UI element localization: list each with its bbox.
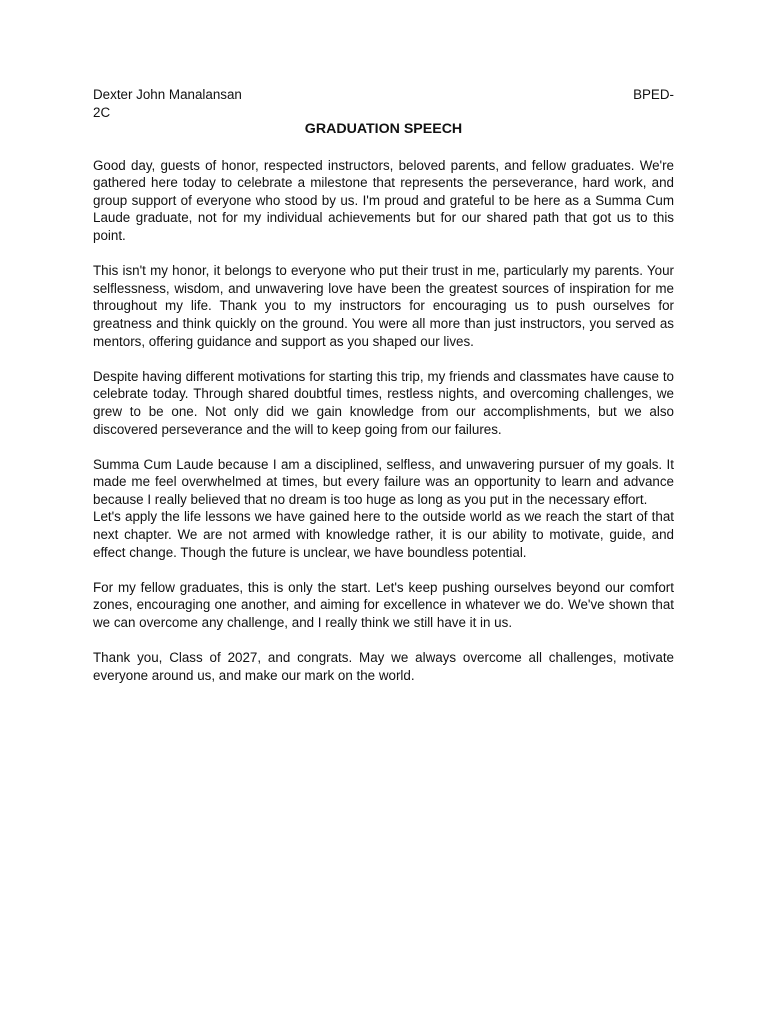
document-body: [93, 86, 674, 702]
document-header: [93, 86, 674, 120]
speech-paragraph-6: For my fellow graduates, this is only the start. Let's keep pushing ourselves beyond our comfort zones, encouraging one another, and aiming for excellence in whatever we do. We've shown that we can overcome any challenge, and I really think we still have it in us.: [93, 579, 674, 631]
speech-paragraph-2: This isn't my honor, it belongs to everyone who put their trust in me, particularly my parents. Your selflessness, wisdom, and unwavering love have been the greatest sources of inspiration for me throughout my life. Thank you to my instructors for encouraging us to push ourselves for greatness and think quickly on the ground. You were all more than just instructors, you served as mentors, offering guidance and support as you shaped our lives.: [93, 263, 674, 349]
speech-paragraph-5: Let's apply the life lessons we have gained here to the outside world as we reach the start of that next chapter. We are not armed with knowledge rather, it is our ability to motivate, guide, and effect change. Though the future is unclear, we have boundless potential.: [93, 509, 674, 560]
document-title: GRADUATION SPEECH: [304, 120, 463, 137]
section-code-continuation: 2C: [93, 104, 111, 120]
speech-paragraph-7: Thank you, Class of 2027, and congrats. May we always overcome all challenges, motivate everyone around us, and make our mark on the world.: [93, 650, 674, 683]
speech-paragraph-1: Good day, guests of honor, respected instructors, beloved parents, and fellow graduates. We're gathered here today to celebrate a milestone that represents the perseverance, hard work, and group support of everyone who stood by us. I'm proud and grateful to be here as a Summa Cum Laude graduate, not for my individual achievements but for our shared path that got us to this point.: [93, 157, 674, 243]
header-line: [93, 86, 674, 104]
speech-paragraph-3: Despite having different motivations for starting this trip, my friends and classmates have cause to celebrate today. Through shared doubtful times, restless nights, and overcoming challenges, we grew to be one. Not only did we gain knowledge from our accomplishments, but we also discovered perseverance and the will to keep going from our failures.: [93, 368, 674, 437]
author-name: Dexter John Manalansan: [93, 87, 242, 102]
speech-paragraph-4: Summa Cum Laude because I am a disciplined, selfless, and unwavering pursuer of my goals. It made me feel overwhelmed at times, but every failure was an opportunity to learn and advance because I really believed that no dream is too huge as long as you put in the necessary effort.: [93, 456, 674, 507]
section-code: BPED-: [633, 87, 674, 102]
